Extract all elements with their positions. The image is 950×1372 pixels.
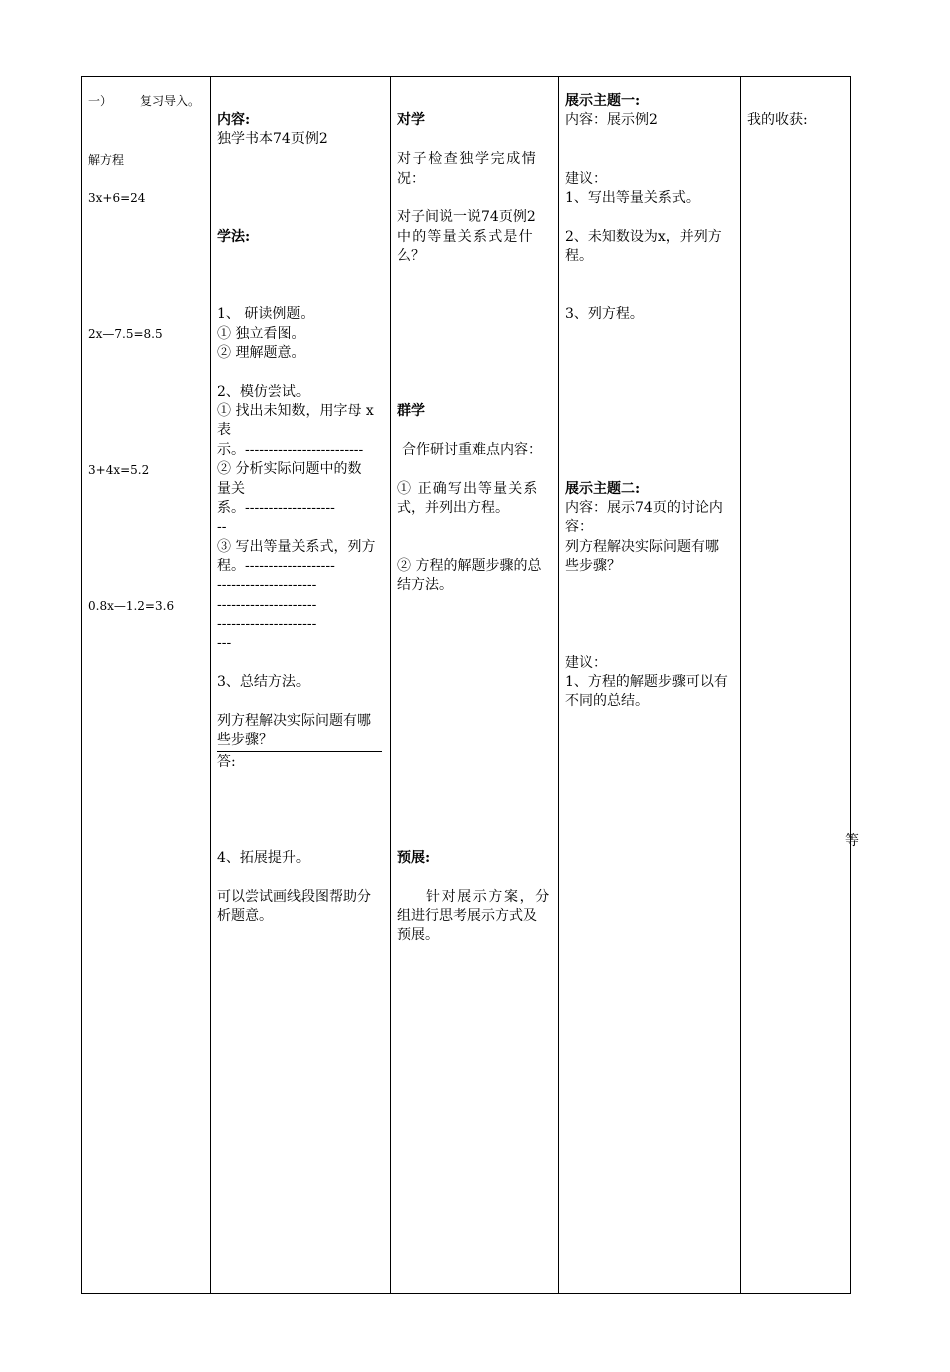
topic-2-title: 展示主题二: [565,481,641,497]
equation-4: 0.8x—1.2=3.6 [88,599,175,613]
topic-1-advice-label: 建议： [565,171,607,187]
group-study-text: 合作研讨重难点内容： [402,442,542,458]
topic-1-advice-2-line1: 2、未知数设为x，并列方 [565,229,722,245]
review-heading-number: 一） [88,94,113,108]
group-item-1-line1: ① 正确写出等量关系 [397,481,539,497]
topic-2-advice-1-line1: 1、方程的解题步骤可以有 [565,674,728,690]
my-gains-label: 我的收获: [747,112,808,128]
method-title: 学法: [217,229,251,245]
question-line2: 些步骤？ [217,732,273,748]
pair-question-line2: 中的等量关系式是什 [397,229,534,245]
column-divider [740,77,741,1293]
group-study-title: 群学 [397,403,425,419]
topic-2-advice-label: 建议： [565,655,607,671]
equation-3: 3+4x=5.2 [88,463,150,477]
step-2b-line2: 量关 [217,481,245,497]
answer-label: 答: [217,754,236,770]
topic-2-question-line1: 列方程解决实际问题有哪 [565,539,719,555]
topic-1-advice-2-line2: 程。 [565,248,593,264]
topic-1-title: 展示主题一: [565,93,641,109]
tip-line2: 析题意。 [217,908,273,924]
group-item-2-line1: ② 方程的解题步骤的总 [397,558,542,574]
content-text: 独学书本74页例2 [217,131,328,147]
step-2c-line6: --- [217,635,232,651]
lesson-table [81,76,851,1294]
column-divider [390,77,391,1293]
step-1: 1、 研读例题。 [217,306,315,322]
group-item-1-line2: 式，并列出方程。 [397,500,509,516]
preview-line1: 针对展示方案，分 [426,889,551,905]
group-item-2-line2: 结方法。 [397,577,453,593]
equation-1: 3x+6=24 [88,191,146,205]
pair-study-title: 对学 [397,112,425,128]
step-2c-line2: 程。------------------- [217,558,335,574]
margin-character: 等 [845,833,859,849]
pair-check-line1: 对子检查独学完成情 [397,151,538,167]
step-2c-line1: ③ 写出等量关系式，列方 [217,539,376,555]
step-2b-line3: 系。------------------- [217,500,335,516]
column-divider [210,77,211,1293]
step-2a-line1: ① 找出未知数，用字母 x [217,403,374,419]
answer-rule [217,751,382,752]
pair-question-line1: 对子间说一说74页例2 [397,209,536,225]
step-2c-line3: --------------------- [217,577,317,593]
topic-1-content: 内容：展示例2 [565,112,658,128]
content-title: 内容: [217,112,251,128]
step-2b-line4: -- [217,519,227,535]
topic-2-content-line2: 容： [565,519,593,535]
tip-line1: 可以尝试画线段图帮助分 [217,889,371,905]
step-2b-line1: ② 分析实际问题中的数 [217,461,362,477]
topic-2-question-line2: 些步骤？ [565,558,621,574]
pair-question-line3: 么？ [397,248,425,264]
step-3: 3、总结方法。 [217,674,310,690]
topic-2-advice-1-line2: 不同的总结。 [565,693,649,709]
pair-check-line2: 况： [397,171,425,187]
preview-line2: 组进行思考展示方式及 [397,908,537,924]
step-2c-line5: --------------------- [217,616,317,632]
review-heading: 复习导入。 [140,94,201,108]
step-2a-line2: 表 [217,422,231,438]
column-divider [558,77,559,1293]
topic-1-advice-3: 3、列方程。 [565,306,644,322]
solve-equations-label: 解方程 [88,153,125,167]
topic-1-advice-1: 1、写出等量关系式。 [565,190,700,206]
step-1b: ② 理解题意。 [217,345,306,361]
preview-title: 预展: [397,850,431,866]
topic-2-content-line1: 内容：展示74页的讨论内 [565,500,723,516]
step-1a: ① 独立看图。 [217,326,306,342]
question-line1: 列方程解决实际问题有哪 [217,713,371,729]
equation-2: 2x—7.5=8.5 [88,327,163,341]
step-4: 4、拓展提升。 [217,850,310,866]
preview-line3: 预展。 [397,927,439,943]
step-2c-line4: --------------------- [217,597,317,613]
step-2: 2、模仿尝试。 [217,384,310,400]
step-2a-line3: 示。------------------------- [217,442,364,458]
